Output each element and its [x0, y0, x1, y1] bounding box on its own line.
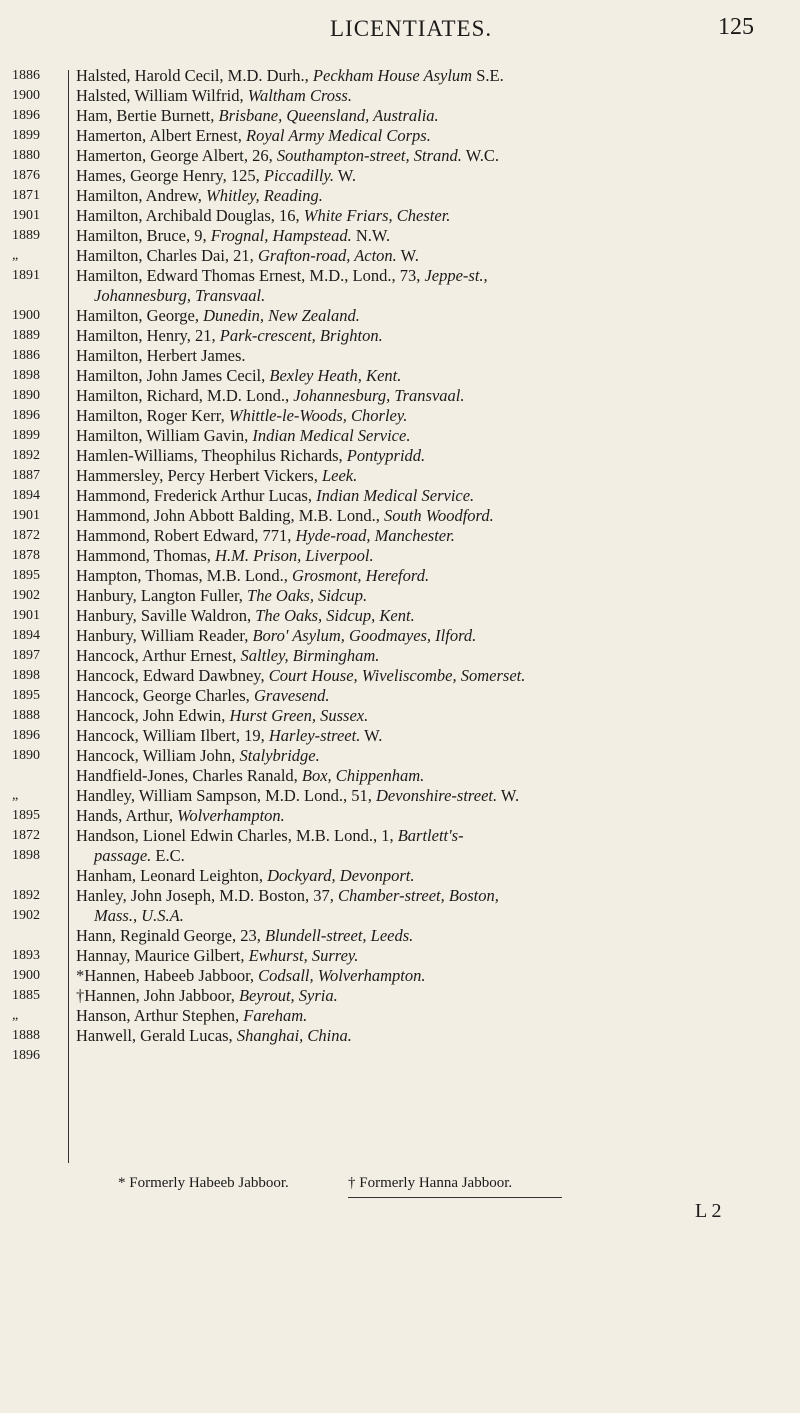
- entry-district: W.: [333, 166, 356, 185]
- entry-name: *Hannen, Habeeb Jabboor,: [76, 966, 259, 985]
- year-cell: 1890: [12, 748, 40, 763]
- entry-name: Hancock, Edward Dawbney,: [76, 666, 269, 685]
- year-cell: 1896: [12, 1048, 40, 1063]
- footnote-hanna: † Formerly Hanna Jabboor.: [348, 1175, 513, 1191]
- footnote-habeeb: * Formerly Habeeb Jabboor.: [118, 1175, 289, 1191]
- entry-name: Hanson, Arthur Stephen,: [76, 1006, 244, 1025]
- entry-address: Grafton-road, Acton.: [257, 246, 397, 265]
- year-cell: 1896: [12, 108, 40, 123]
- licentiate-entry: [76, 146, 791, 166]
- year-cell: 1901: [12, 208, 40, 223]
- year-cell: 1898: [12, 368, 40, 383]
- entry-address: Frognal, Hampstead.: [210, 226, 352, 245]
- year-cell: [12, 286, 60, 306]
- year-cell: 1897: [12, 648, 40, 663]
- licentiate-entry: [76, 406, 791, 426]
- licentiate-entry: [76, 326, 791, 346]
- entry-address: Ewhurst, Surrey.: [248, 946, 359, 965]
- entry-name: Hamilton, Roger Kerr,: [76, 406, 229, 425]
- entry-name: Hanley, John Joseph, M.D. Boston, 37,: [76, 886, 339, 905]
- entry-address: Blundell-street, Leeds.: [264, 926, 414, 945]
- entry-continuation: [76, 286, 791, 306]
- entry-address: Shanghai, China.: [236, 1026, 352, 1045]
- entry-name: Hannay, Maurice Gilbert,: [76, 946, 249, 965]
- entry-address: The Oaks, Sidcup, Kent.: [255, 606, 415, 625]
- entry-name: Hann, Reginald George, 23,: [76, 926, 265, 945]
- entry-name: Handfield-Jones, Charles Ranald,: [76, 766, 302, 785]
- licentiate-entry: [76, 526, 791, 546]
- licentiate-entry: [76, 626, 791, 646]
- entry-address: Jeppe-st.,: [424, 266, 488, 285]
- licentiate-entry: [76, 786, 791, 806]
- entry-name: Hamilton, Archibald Douglas, 16,: [76, 206, 304, 225]
- entry-name: †Hannen, John Jabboor,: [76, 986, 239, 1005]
- entry-address: Johannesburg, Transvaal.: [293, 386, 465, 405]
- entry-district: W.: [360, 726, 383, 745]
- year-cell: 1899: [12, 428, 40, 443]
- entry-district: W.: [396, 246, 419, 265]
- year-cell: 1900: [12, 968, 40, 983]
- year-cell: 1888: [12, 708, 40, 723]
- year-cell: 1886: [12, 348, 40, 363]
- year-cell: 1902: [12, 588, 40, 603]
- entry-address: Peckham House Asylum: [312, 66, 473, 85]
- licentiate-entry: [76, 886, 791, 906]
- licentiate-entry: [76, 586, 791, 606]
- licentiate-entry: [76, 186, 791, 206]
- year-cell: 1895: [12, 688, 40, 703]
- page-number: 125: [718, 14, 754, 40]
- entry-address: Park-crescent, Brighton.: [219, 326, 383, 345]
- entry-address: Hurst Green, Sussex.: [229, 706, 369, 725]
- entry-name: Hammond, Robert Edward, 771,: [76, 526, 296, 545]
- entry-name: Hamilton, Charles Dai, 21,: [76, 246, 258, 265]
- entry-address: Indian Medical Service.: [316, 486, 475, 505]
- licentiate-entry: [76, 486, 791, 506]
- entry-address: Stalybridge.: [239, 746, 320, 765]
- year-cell: [12, 926, 60, 946]
- year-cell: 1889: [12, 328, 40, 343]
- licentiate-entry: [76, 266, 791, 286]
- entry-address: Bartlett's-: [397, 826, 464, 845]
- year-cell: 1900: [12, 88, 40, 103]
- year-cell: 1885: [12, 988, 40, 1003]
- year-cell: 1892: [12, 448, 40, 463]
- page-header: [0, 12, 800, 48]
- entry-name: Hamilton, Henry, 21,: [76, 326, 220, 345]
- licentiate-entry: [76, 606, 791, 626]
- entry-name: Hanbury, Langton Fuller,: [76, 586, 248, 605]
- year-cell: [12, 766, 60, 786]
- year-cell: 1902: [12, 908, 40, 923]
- entry-name: Hancock, John Edwin,: [76, 706, 230, 725]
- year-cell: 1886: [12, 68, 40, 83]
- licentiate-entry: [76, 646, 791, 666]
- entry-name: Hanbury, William Reader,: [76, 626, 253, 645]
- licentiate-entry: [76, 546, 791, 566]
- entry-name: Hancock, Arthur Ernest,: [76, 646, 241, 665]
- entry-address: The Oaks, Sidcup.: [247, 586, 368, 605]
- year-cell: „: [12, 788, 19, 803]
- year-cell: 1900: [12, 308, 40, 323]
- entry-address: Dunedin, New Zealand.: [203, 306, 360, 325]
- entry-district: E.C.: [151, 846, 185, 865]
- entry-address: Royal Army Medical Corps.: [246, 126, 431, 145]
- entry-name: Hamlen-Williams, Theophilus Richards,: [76, 446, 347, 465]
- year-cell: 1878: [12, 548, 40, 563]
- footnote-rule: [348, 1197, 562, 1198]
- entry-address: Harley-street.: [268, 726, 361, 745]
- year-cell: 1891: [12, 268, 40, 283]
- year-cell: 1871: [12, 188, 40, 203]
- licentiate-entry: [76, 126, 791, 146]
- entry-name: Hamerton, Albert Ernest,: [76, 126, 246, 145]
- licentiate-entry: [76, 86, 791, 106]
- entry-address: Fareham.: [243, 1006, 308, 1025]
- entry-name: Hamilton, Herbert James.: [76, 346, 246, 365]
- entry-name: Hanbury, Saville Waldron,: [76, 606, 256, 625]
- licentiate-entry: [76, 66, 791, 86]
- entry-address: Whitley, Reading.: [206, 186, 323, 205]
- year-cell: 1894: [12, 488, 40, 503]
- year-cell: 1889: [12, 228, 40, 243]
- year-cell: 1888: [12, 1028, 40, 1043]
- entry-continuation: [76, 906, 791, 926]
- licentiate-entry: [76, 686, 791, 706]
- year-cell: 1880: [12, 148, 40, 163]
- entry-name: Hamilton, George,: [76, 306, 204, 325]
- year-column: [12, 66, 60, 1066]
- year-cell: 1898: [12, 668, 40, 683]
- entry-name: Hamerton, George Albert, 26,: [76, 146, 277, 165]
- year-cell: 1896: [12, 408, 40, 423]
- licentiate-entry: [76, 986, 791, 1006]
- page-title: LICENTIATES.: [330, 16, 493, 41]
- licentiate-entry: [76, 206, 791, 226]
- licentiate-entry: [76, 926, 791, 946]
- entry-name: Hancock, George Charles,: [76, 686, 254, 705]
- entry-address: Bexley Heath, Kent.: [269, 366, 402, 385]
- entry-name: Hampton, Thomas, M.B. Lond.,: [76, 566, 293, 585]
- year-cell: 1899: [12, 128, 40, 143]
- licentiate-entry: [76, 866, 791, 886]
- entry-address: Devonshire-street.: [375, 786, 498, 805]
- entry-address: Waltham Cross.: [247, 86, 352, 105]
- entry-address: Leek.: [321, 466, 358, 485]
- entry-address: Wolverhampton.: [177, 806, 285, 825]
- licentiate-entry: [76, 466, 791, 486]
- entry-district: W.: [497, 786, 520, 805]
- year-cell: „: [12, 1008, 19, 1023]
- entry-address: Grosmont, Hereford.: [292, 566, 430, 585]
- licentiate-entry: [76, 806, 791, 826]
- licentiate-entry: [76, 946, 791, 966]
- entry-name: Hammond, Thomas,: [76, 546, 216, 565]
- entry-address: Pontypridd.: [346, 446, 426, 465]
- column-divider: [68, 70, 69, 1163]
- year-cell: 1876: [12, 168, 40, 183]
- licentiate-entry: [76, 226, 791, 246]
- entry-name: Handley, William Sampson, M.D. Lond., 51,: [76, 786, 376, 805]
- entry-address: Court House, Wiveliscombe, Somerset.: [268, 666, 526, 685]
- year-cell: 1872: [12, 528, 40, 543]
- year-cell: 1901: [12, 608, 40, 623]
- entry-name: Hamilton, Andrew,: [76, 186, 206, 205]
- year-cell: 1896: [12, 728, 40, 743]
- entry-address: Beyrout, Syria.: [238, 986, 338, 1005]
- entry-name: Hammersley, Percy Herbert Vickers,: [76, 466, 322, 485]
- licentiate-entry: [76, 106, 791, 126]
- year-cell: 1893: [12, 948, 40, 963]
- entry-address: Codsall, Wolverhampton.: [258, 966, 426, 985]
- entry-district: N.W.: [351, 226, 391, 245]
- licentiate-entry: [76, 166, 791, 186]
- year-cell: 1892: [12, 888, 40, 903]
- entry-address: Brisbane, Queensland, Australia.: [218, 106, 439, 125]
- entry-name: Hamilton, Edward Thomas Ernest, M.D., Lond., 73,: [76, 266, 425, 285]
- year-cell: 1895: [12, 568, 40, 583]
- licentiate-entry: [76, 726, 791, 746]
- entry-address: H.M. Prison, Liverpool.: [215, 546, 374, 565]
- entry-name: Hamilton, John James Cecil,: [76, 366, 270, 385]
- licentiate-entry: [76, 506, 791, 526]
- licentiate-entry: [76, 706, 791, 726]
- entry-name: Hancock, William John,: [76, 746, 240, 765]
- entry-address: Hyde-road, Manchester.: [295, 526, 455, 545]
- year-cell: 1872: [12, 828, 40, 843]
- entry-address: Whittle-le-Woods, Chorley.: [228, 406, 408, 425]
- entry-name: Hammond, John Abbott Balding, M.B. Lond.,: [76, 506, 385, 525]
- entry-address: Indian Medical Service.: [252, 426, 411, 445]
- entry-name: Hancock, William Ilbert, 19,: [76, 726, 269, 745]
- entry-address: White Friars, Chester.: [303, 206, 451, 225]
- entry-name: Hamilton, Bruce, 9,: [76, 226, 211, 245]
- year-cell: [12, 866, 60, 886]
- entry-address: Gravesend.: [253, 686, 330, 705]
- entry-name: Ham, Bertie Burnett,: [76, 106, 219, 125]
- licentiate-entry: [76, 346, 791, 366]
- entry-address: Southampton-street, Strand.: [276, 146, 462, 165]
- year-cell: 1887: [12, 468, 40, 483]
- signature-mark: L 2: [695, 1200, 722, 1222]
- entry-continuation: [76, 846, 791, 866]
- entry-address: Piccadilly.: [263, 166, 334, 185]
- entry-name: Hamilton, William Gavin,: [76, 426, 253, 445]
- licentiate-entry: [76, 826, 791, 846]
- licentiate-entry: [76, 366, 791, 386]
- entry-address: Box, Chippenham.: [301, 766, 425, 785]
- year-cell: „: [12, 248, 19, 263]
- licentiate-entry: [76, 1026, 791, 1046]
- licentiate-entry: [76, 566, 791, 586]
- entry-name: Halsted, Harold Cecil, M.D. Durh.,: [76, 66, 313, 85]
- licentiate-entry: [76, 306, 791, 326]
- entry-address: Chamber-street, Boston,: [338, 886, 499, 905]
- entry-name: Hanham, Leonard Leighton,: [76, 866, 268, 885]
- entry-name: Halsted, William Wilfrid,: [76, 86, 248, 105]
- licentiate-entry: [76, 746, 791, 766]
- entry-district: W.C.: [461, 146, 500, 165]
- entry-address: Mass., U.S.A.: [94, 906, 184, 925]
- year-cell: 1890: [12, 388, 40, 403]
- entry-address: passage.: [94, 846, 152, 865]
- entry-address: Boro' Asylum, Goodmayes, Ilford.: [252, 626, 477, 645]
- licentiate-entry: [76, 386, 791, 406]
- entry-list: [76, 66, 791, 1046]
- entry-name: Hamilton, Richard, M.D. Lond.,: [76, 386, 294, 405]
- licentiate-entry: [76, 666, 791, 686]
- entry-name: Hanwell, Gerald Lucas,: [76, 1026, 237, 1045]
- entry-name: Hames, George Henry, 125,: [76, 166, 264, 185]
- entry-district: S.E.: [472, 66, 504, 85]
- licentiate-entry: [76, 246, 791, 266]
- entry-address: South Woodford.: [384, 506, 494, 525]
- entry-name: Hands, Arthur,: [76, 806, 178, 825]
- year-cell: 1895: [12, 808, 40, 823]
- entry-address: Dockyard, Devonport.: [267, 866, 415, 885]
- year-cell: 1898: [12, 848, 40, 863]
- entry-name: Handson, Lionel Edwin Charles, M.B. Lond., 1,: [76, 826, 398, 845]
- year-cell: 1894: [12, 628, 40, 643]
- licentiate-entry: [76, 1006, 791, 1026]
- licentiate-entry: [76, 966, 791, 986]
- year-cell: 1901: [12, 508, 40, 523]
- licentiate-entry: [76, 426, 791, 446]
- licentiate-entry: [76, 766, 791, 786]
- entry-address: Saltley, Birmingham.: [240, 646, 380, 665]
- entry-name: Hammond, Frederick Arthur Lucas,: [76, 486, 317, 505]
- licentiate-entry: [76, 446, 791, 466]
- entry-address: Johannesburg, Transvaal.: [94, 286, 266, 305]
